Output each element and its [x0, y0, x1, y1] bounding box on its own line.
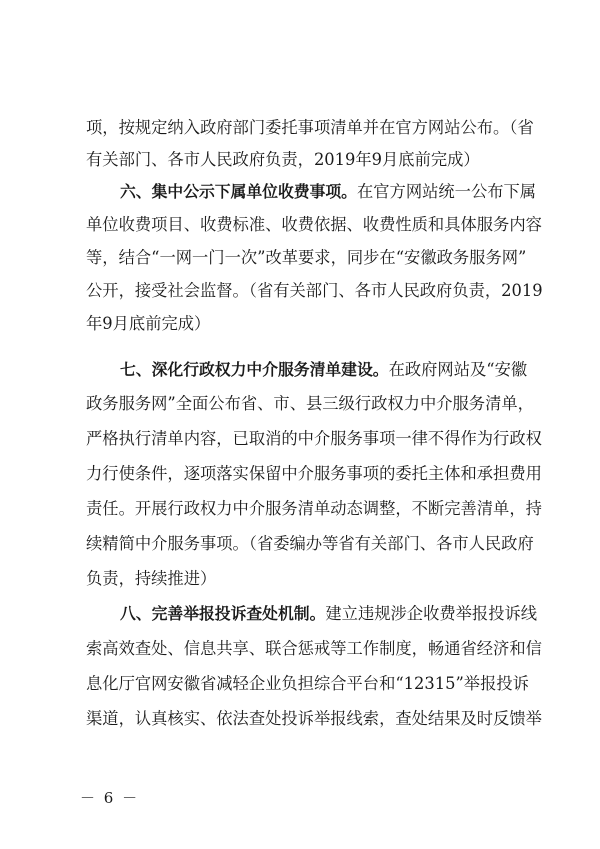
paragraph-line: 渠道，认真核实、依法查处投诉举报线索，查处结果及时反馈举 [86, 709, 542, 728]
paragraph-line: 责任。开展行政权力中介服务清单动态调整，不断完善清单，持 [86, 499, 542, 518]
item-7-first-line [120, 356, 528, 384]
paragraph-line: 严格执行清单内容，已取消的中介服务事项一律不得作为行政权 [86, 429, 542, 448]
item-7-first-line-text: 在政府网站及“安徽 [388, 360, 528, 379]
paragraph-line: 年9月底前完成） [86, 314, 211, 333]
paragraph-line: 等，结合“一网一门一次”改革要求，同步在“安徽政务服务网” [86, 248, 527, 267]
item-6-heading: 六、集中公示下属单位收费事项。 [120, 182, 357, 201]
paragraph-line: 单位收费项目、收费标准、收费依据、收费性质和具体服务内容 [86, 215, 542, 234]
paragraph-line: 公开，接受社会监督。（省有关部门、各市人民政府负责，2019 [86, 281, 543, 300]
paragraph-line: 政务服务网”全面公布省、市、县三级行政权力中介服务清单， [86, 394, 534, 413]
paragraph-line: 续精简中介服务事项。（省委编办等省有关部门、各市人民政府 [86, 534, 534, 553]
paragraph-line: 息化厅官网安徽省减轻企业负担综合平台和“12315”举报投诉 [86, 674, 529, 693]
page-number: － 6 － [80, 789, 140, 807]
paragraph-line: 有关部门、各市人民政府负责，2019年9月底前完成） [86, 150, 480, 169]
item-8-first-line [120, 600, 538, 628]
item-8-first-line-text: 建立违规涉企收费举报投诉线 [325, 604, 538, 623]
item-6-first-line-text: 在官方网站统一公布下属 [356, 182, 537, 201]
item-8-heading: 八、完善举报投诉查处机制。 [120, 604, 326, 623]
paragraph-line: 项，按规定纳入政府部门委托事项清单并在官方网站公布。（省 [86, 118, 534, 137]
paragraph-line: 力行使条件，逐项落实保留中介服务事项的委托主体和承担费用 [86, 464, 542, 483]
item-6-first-line [120, 178, 537, 206]
item-7-heading: 七、深化行政权力中介服务清单建设。 [120, 360, 389, 379]
paragraph-line: 负责，持续推进） [86, 569, 217, 588]
paragraph-line: 索高效查处、信息共享、联合惩戒等工作制度，畅通省经济和信 [86, 639, 542, 658]
